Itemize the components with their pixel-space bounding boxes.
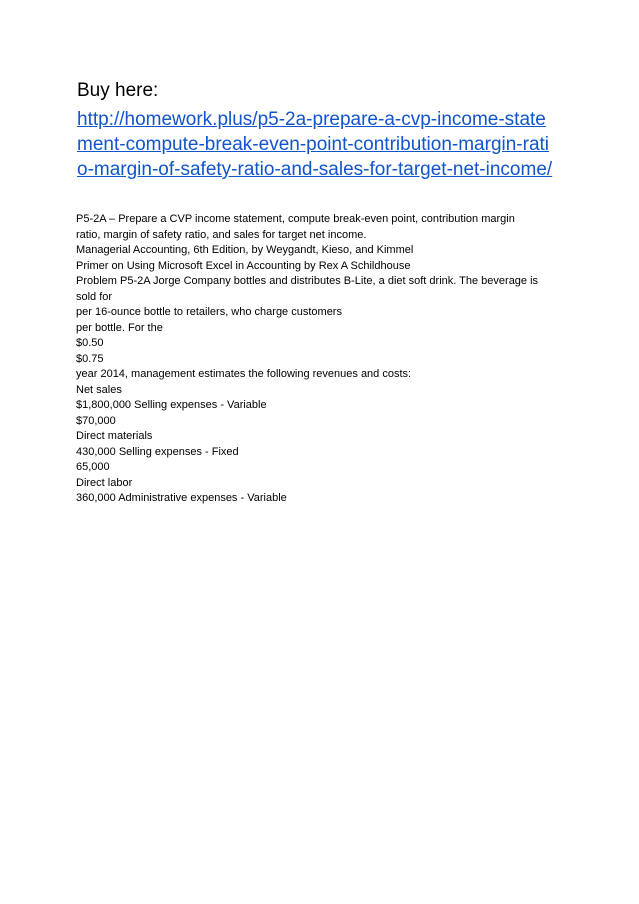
text-line: ratio, margin of safety ratio, and sales for target net income. <box>76 228 367 241</box>
text-line: P5-2A – Prepare a CVP income statement, compute break-even point, contribution margin <box>76 213 515 225</box>
product-link[interactable] <box>77 107 577 182</box>
text-line: 360,000 Administrative expenses - Variable <box>76 492 287 504</box>
text-line: per 16-ounce bottle to retailers, who charge customers <box>76 306 342 318</box>
text-line: per bottle. For the <box>76 321 163 334</box>
text-line: Managerial Accounting, 6th Edition, by Weygandt, Kieso, and Kimmel <box>76 244 414 256</box>
buy-here-heading: Buy here: <box>77 80 159 101</box>
text-line: Primer on Using Microsoft Excel in Accounting by Rex A Schildhouse <box>76 259 411 272</box>
text-line: Direct materials <box>76 430 153 442</box>
text-line: sold for <box>76 290 113 303</box>
text-line: $0.50 <box>76 337 104 349</box>
text-line: Net sales <box>76 383 122 396</box>
product-link-line[interactable]: http://homework.plus/p5-2a-prepare-a-cvp-income-state <box>77 109 546 130</box>
text-line: 65,000 <box>76 461 110 473</box>
text-line: $1,800,000 Selling expenses - Variable <box>76 399 267 411</box>
product-link-line[interactable]: ment-compute-break-even-point-contribution-margin-rati <box>77 134 550 155</box>
text-line: 430,000 Selling expenses - Fixed <box>76 445 239 458</box>
text-line: $70,000 <box>76 414 116 427</box>
text-line: year 2014, management estimates the following revenues and costs: <box>76 368 412 380</box>
text-line: Direct labor <box>76 476 133 489</box>
product-link-line[interactable]: o-margin-of-safety-ratio-and-sales-for-target-net-income/ <box>77 159 553 180</box>
problem-text <box>76 212 576 507</box>
text-line: Problem P5-2A Jorge Company bottles and distributes B-Lite, a diet soft drink. The beverage is <box>76 275 539 287</box>
text-line: $0.75 <box>76 352 104 365</box>
